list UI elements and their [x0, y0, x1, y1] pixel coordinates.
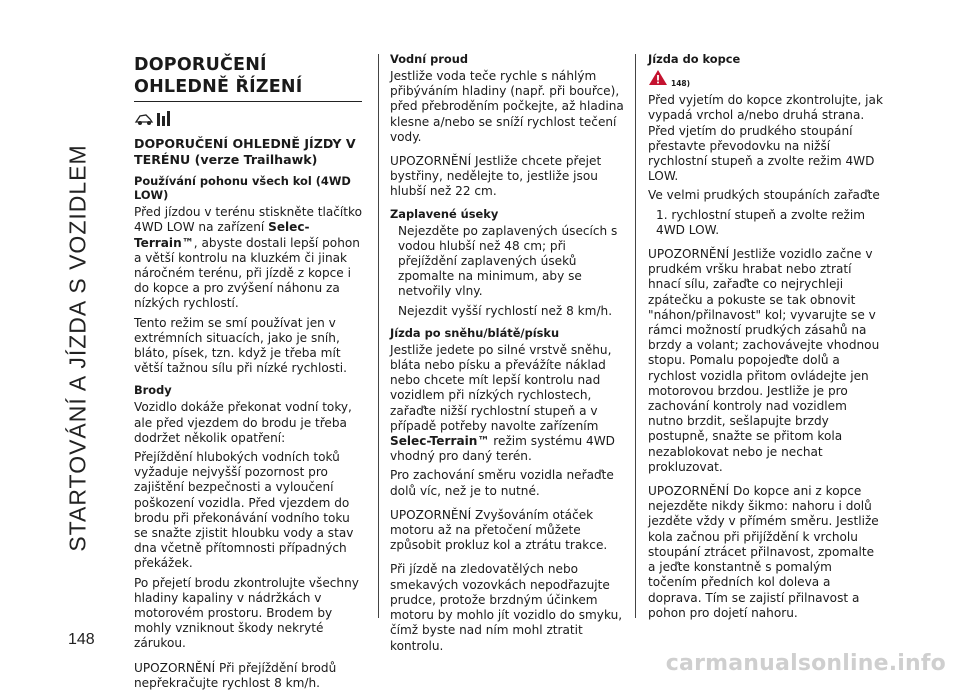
paragraph-mode: Tento režim se smí používat jen v extrémních situacích, jako je sníh, bláto, písek, tzn. když je třeba mít větší tažnou sílu při nízké rychlosti.	[134, 315, 347, 376]
section-side-title: STARTOVÁNÍ A JÍZDA S VOZIDLEM	[64, 144, 91, 552]
section-title: DOPORUČENÍ OHLEDNĚ JÍZDY V TERÉNU (verze Trailhawk)	[134, 136, 356, 168]
column-2	[390, 52, 624, 658]
warning-otacky: UPOZORNĚNÍ Zvyšováním otáček motoru až na přetočení můžete způsobit prokluz kol a ztrátu trakce.	[390, 507, 608, 553]
column-divider	[635, 54, 636, 618]
trail-badge-icon	[155, 110, 173, 132]
paragraph-kopce-1: Před vyjetím do kopce zkontrolujte, jak vypadá vrchol a/nebo druhá strana. Před vjetím do prudkého stoupání přestavte převodovku na nižší rychlostní stupeň a zvolte režim 4WD LOW.	[648, 93, 883, 184]
subheading-kopce: Jízda do kopce	[648, 52, 741, 66]
off-road-icons	[134, 110, 366, 132]
subheading-snih: Jízda po sněhu/blátě/písku	[390, 325, 560, 340]
column-3	[648, 52, 884, 625]
warning-brody: UPOZORNĚNÍ Při přejíždění brodů nepřekračujte rychlost 8 km/h.	[134, 660, 337, 690]
paragraph-4wd: Před jízdou v terénu stiskněte tlačítko 4WD LOW na zařízení Selec-Terrain™, abyste dostali lepší pohon a větší kontrolu na kluzkém či jinak náročném terénu, při jízdě z kopce i do kopce a pro zvýšení náhonu za nízkých rychlostí.	[134, 205, 362, 311]
reference-number: 148)	[671, 79, 691, 88]
subheading-zaplavene: Zaplavené úseky	[390, 206, 499, 221]
warning-reference	[648, 69, 884, 91]
warning-hrabani: UPOZORNĚNÍ Jestliže vozidlo začne v prudkém vršku hrabat nebo ztratí hnací sílu, zařaďte co nejrychleji zpátečku a pokuste se tak obnovit "náhon/přilnavost" kol; vyvarujte se v rámci možností prudkých zásahů na brzdy a volant; zachovávejte vhodnou stopu. Pomalu popojeďte dolů a rychlost vozidla přitom ovládejte jen motorovou brzdou. Jestliže je pro zachování kontroly nad vozidlem nutno brzdit, sešlapujte brzdy postupně, snažte se přitom kola nezablokovat nebo je nechat prokluzovat.	[648, 247, 880, 474]
column-1	[134, 52, 366, 695]
paragraph-brody-2: Přejíždění hlubokých vodních toků vyžaduje nejvyšší pozornost pro zajištění bezpečnosti a vyloučení poškození vozidla. Před vjezdem do brodu při překonávání vodního toku se snažte zjistit hloubku vody a stav dna včetně přítomnosti případných překážek.	[134, 450, 354, 571]
watermark: carmanualsonline.info	[665, 651, 946, 676]
title-underline	[134, 101, 362, 102]
page-title: DOPORUČENÍ OHLEDNĚ ŘÍZENÍ	[134, 55, 303, 97]
paragraph-zledovatele: Při jízdě na zledovatělých nebo smekavých vozovkách nepodřazujte prudce, protože brzdným účinkem motoru by mohlo jít vozidlo do smyku, čímž byste nad ním mohl ztratit kontrolu.	[390, 562, 623, 653]
warning-sikmo: UPOZORNĚNÍ Do kopce ani z kopce nejezděte nikdy šikmo: nahoru i dolů jezděte vždy v přímém směru. Jestliže kola začnou při přijíždění k vrcholu stoupání ztrácet přilnavost, zpomalte a jeďte konstantně s pomalým točením předních kol doleva a doprava. Tím se zajistí přilnavost a pohon pro dojetí nahoru.	[648, 484, 879, 620]
paragraph-snih-2: Pro zachování směru vozidla neřaďte dolů víc, než je to nutné.	[390, 468, 614, 498]
subheading-vodni-proud: Vodní proud	[390, 52, 469, 66]
paragraph-zaplavene-1: Nejezděte po zaplavených úsecích s vodou hlubší než 48 cm; při přejíždění zaplavených úseků zpomalte na minimum, aby se netvořily vlny.	[398, 223, 618, 299]
car-offroad-icon	[134, 111, 154, 131]
warning-triangle-icon	[648, 69, 668, 90]
paragraph-vodni-proud: Jestliže voda teče rychle s náhlým přibýváním hladiny (např. při bouřce), před přebroděním počkejte, až hladina klesne a/nebo se sníží rychlost tečení vody.	[390, 69, 624, 144]
paragraph-kopce-2: Ve velmi prudkých stoupáních zařaďte	[648, 188, 880, 203]
page-number: 148	[68, 631, 95, 648]
paragraph-snih: Jestliže jedete po silné vrstvě sněhu, bláta nebo písku a převážíte náklad nebo chcete mít lepší kontrolu nad vozidlem při nízkých rychlostech, zařaďte nižší rychlostní stupeň a v případě potřeby navolte zařízením Selec-Terrain™ režim systému 4WD vhodný pro daný terén.	[390, 342, 615, 464]
paragraph-brody-1: Vozidlo dokáže překonat vodní toky, ale před vjezdem do brodu je třeba dodržet několik opatření:	[134, 400, 352, 445]
warning-bystriny: UPOZORNĚNÍ Jestliže chcete přejet bystřiny, nedělejte to, jestliže jsou hlubší než 22 cm.	[390, 154, 602, 199]
subheading-4wd: Používání pohonu všech kol (4WD LOW)	[134, 174, 351, 203]
subheading-brody: Brody	[134, 383, 172, 398]
paragraph-kopce-3: 1. rychlostní stupeň a zvolte režim 4WD LOW.	[656, 207, 866, 237]
paragraph-zaplavene-2: Nejezdit vyšší rychlostí než 8 km/h.	[398, 303, 613, 318]
column-divider	[378, 54, 379, 618]
paragraph-brody-3: Po přejetí brodu zkontrolujte všechny hladiny kapaliny v nádržkách v motorovém prostoru. Brodem by mohly vzniknout škody nekryté zárukou.	[134, 575, 359, 651]
